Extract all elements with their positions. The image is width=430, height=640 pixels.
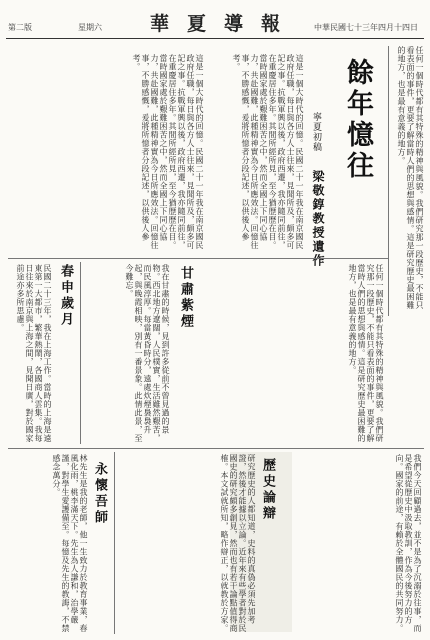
middle-article-body: 任何一個時代都有其特殊的精神與風貌。我們研究那一段歷史，不能只看表面的事件，更要了解當時人們的思想與感情。這是研究歷史最困難的地方，也是最有意義的地方。 xyxy=(348,264,384,443)
issue-date: 中華民國七十三年四月十四日 xyxy=(314,23,418,32)
history-column-body: 研究歷史的人都知道，史料的真偽必須先加考證，然後才能據以立論。近年來有些學者對於民國史的研究頗多創見，然而也有若干論點值得商榷。本文試就所知，略作辯正，以就教於方家。 xyxy=(220,454,256,633)
spring-column-body: 民國二十三年，我在上海工作。當時的上海是遠東第一大都市，繁華熱鬧，各國商人雲集。我每日往來於南京與上海之間，見聞日廣，對於國家前途亦多所思慮。 xyxy=(16,264,52,443)
newspaper-title: 華夏導報 xyxy=(150,13,299,35)
bottom-right-body: 我們今天回顧過去，並不是為了沉溺於往事，而是希望從歷史中汲取教訓，作為今後努力的方向。國家的前途，有賴於全體國民的共同努力。 xyxy=(395,454,422,633)
column-divider xyxy=(388,46,389,316)
masthead-rule xyxy=(6,38,424,39)
lead-article-title: 餘年憶往 xyxy=(342,58,373,182)
poem-title: 甘肅紫煙 xyxy=(178,266,193,330)
section-divider xyxy=(8,258,388,259)
history-column-title: 歷史論辯 xyxy=(260,458,275,522)
memorial-body: 林先生是我的老師，他一生致力於教育事業，春風化雨，桃李滿天下。先生為人謙和，治學嚴謹，對學生愛護備至。每憶及先生的教誨，不禁感念萬分。 xyxy=(52,454,88,633)
spring-column-title: 春申歲月 xyxy=(58,264,73,328)
lead-article-body: 這是一個大時代的回憶。民國二十一年我在南京國民政府任職，每日與各方人士往來，見聞所及，頗多可記之事。抗戰軍興以後，政府西遷，我亦隨同前往，在重慶居住多年。其間所經所見，至今猶歷歷在目。當時國家處於艱難困苦之中，然而全國上下同心協力，共赴國難，此種精神實為今日所應效法。回憶往事，不勝感慨，爰將所憶者分段記述，以供後人參考。 xyxy=(232,54,304,250)
lead-article-author: 梁敬錞教授遺作 xyxy=(311,170,325,268)
column-divider xyxy=(114,452,115,634)
lead-article-credit: 寧夏初稿 xyxy=(311,112,321,152)
section-divider xyxy=(8,448,424,449)
masthead xyxy=(0,0,430,46)
poem-body: 我在甘肅的時候，見到許多從前不曾見過的景物。西北地方遼闊，人民樸實，生活雖然艱苦，而民風淳厚。每當黃昏時分，遠處炊煙裊裊升起，與晚霞相映，別有一番景象。此情此景，至今難忘。 xyxy=(125,264,170,443)
lead-article-body-continued: 這是一個大時代的回憶。民國二十一年我在南京國民政府任職，每日與各方人士往來，見聞所及，頗多可記之事。抗戰軍興以後，政府西遷，我亦隨同前往，在重慶居住多年。其間所經所見，至今猶歷歷在目。當時國家處於艱難困苦之中，然而全國上下同心協力，共赴國難，此種精神實為今日所應效法。回憶往事，不勝感慨，爰將所憶者分段記述，以供後人參考。 xyxy=(132,54,204,250)
weekday: 星期六 xyxy=(78,23,102,32)
memorial-title: 永懷吾師 xyxy=(92,462,107,526)
page-label: 第二版 xyxy=(8,23,32,32)
right-column-text: 任何一個時代都有其特殊的精神與風貌。我們研究那一段歷史，不能只看表面的事件，更要了解當時人們的思想與感情。這是研究歷史最困難的地方，也是最有意義的地方。 xyxy=(397,46,424,310)
column-divider xyxy=(80,262,81,444)
